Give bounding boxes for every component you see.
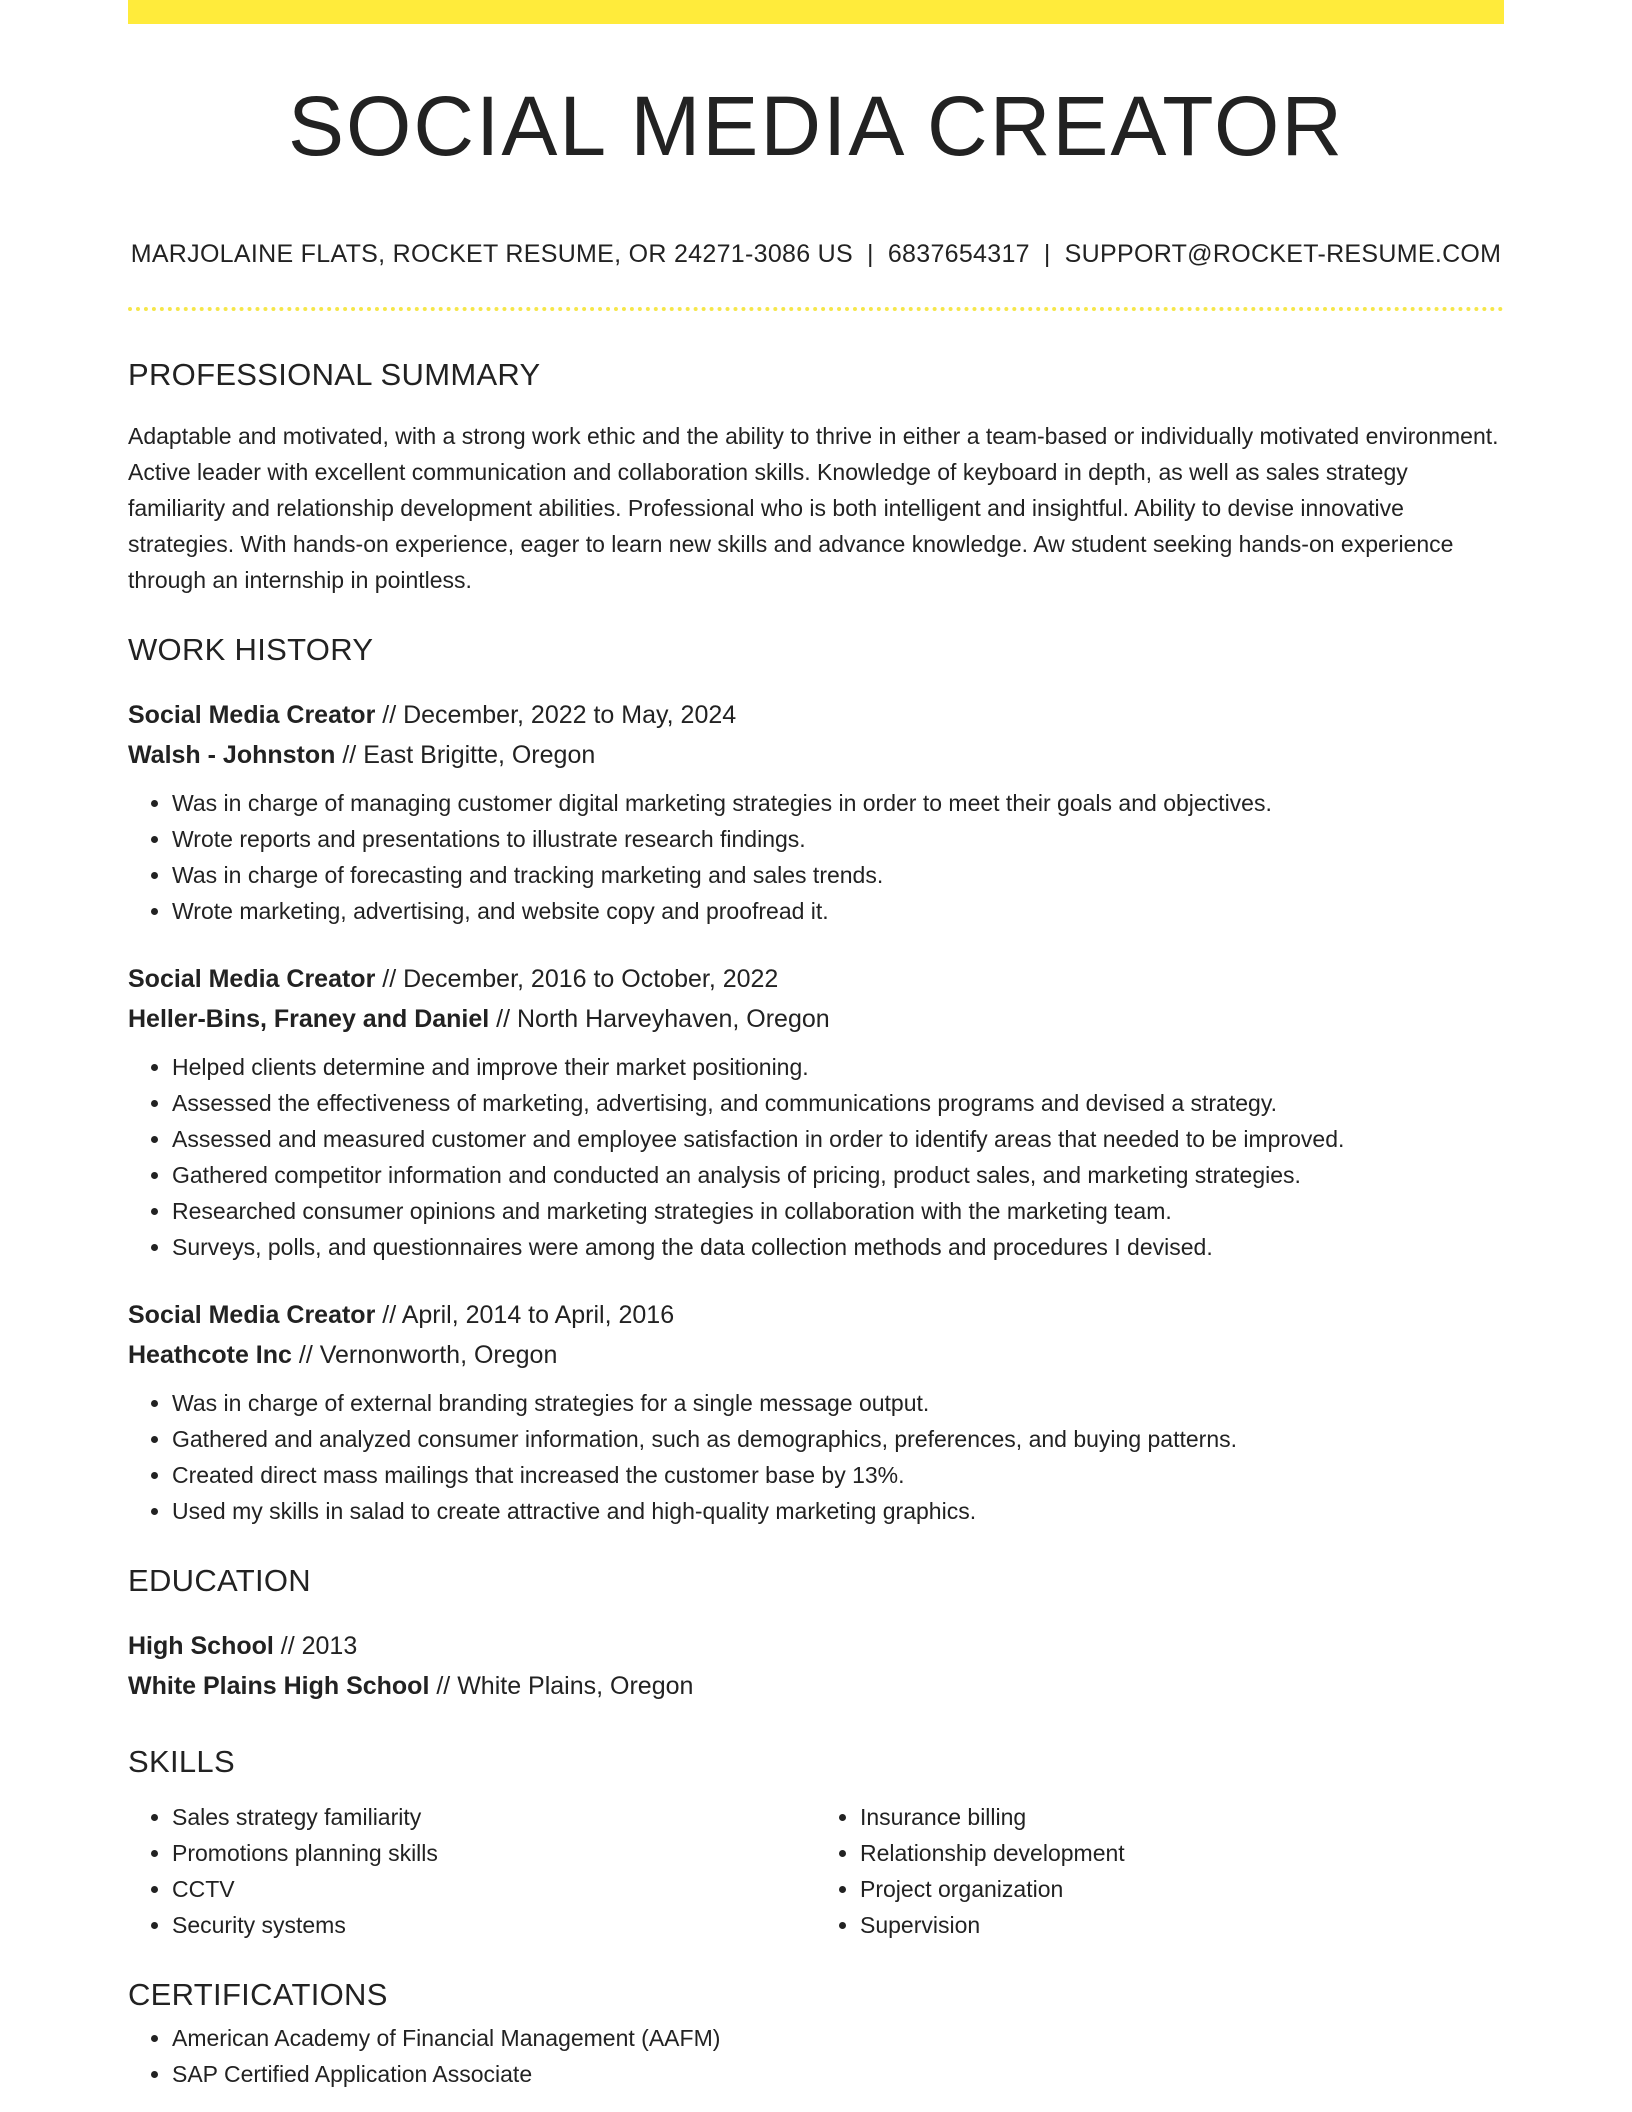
job-role: Social Media Creator: [128, 965, 376, 993]
job-location: // North Harveyhaven, Oregon: [489, 1005, 830, 1033]
job-company: Heller-Bins, Franey and Daniel: [128, 1005, 490, 1033]
education-year: // 2013: [273, 1632, 358, 1660]
section-title-education: EDUCATION: [128, 1563, 311, 1598]
job-bullets: [128, 1385, 1504, 1529]
dotted-divider: [128, 307, 1504, 311]
job-company: Heathcote Inc: [128, 1341, 292, 1369]
section-title-summary: PROFESSIONAL SUMMARY: [128, 357, 541, 392]
list-item: • CCTV: [172, 1871, 816, 1907]
contact-address: MARJOLAINE FLATS, ROCKET RESUME, OR 24271-3086 US: [130, 240, 854, 268]
list-item: • Surveys, polls, and questionnaires were among the data collection methods and procedures I devised.: [172, 1229, 1504, 1265]
job-dates: // December, 2022 to May, 2024: [375, 701, 737, 729]
accent-top-bar: [128, 0, 1504, 24]
candidate-name: SOCIAL MEDIA CREATOR: [288, 79, 1344, 173]
list-item: • Gathered and analyzed consumer information, such as demographics, preferences, and buying patterns.: [172, 1421, 1504, 1457]
list-item: • Researched consumer opinions and marketing strategies in collaboration with the marketing team.: [172, 1193, 1504, 1229]
contact-line: [128, 240, 1504, 269]
list-item: • Insurance billing: [860, 1799, 1504, 1835]
summary-text: Adaptable and motivated, with a strong work ethic and the ability to thrive in either a team-based or individually motivated environment. Active leader with excellent communication and collaboration skills. Knowledge of keyboard in depth, as well as sales strategy familiarity and relationship development abilities. Professional who is both intelligent and insightful. Ability to devise innovative strategies. With hands-on experience, eager to learn new skills and advance knowledge. Aw student seeking hands-on experience through an internship in pointless.: [128, 423, 1499, 593]
job-role: Social Media Creator: [128, 701, 376, 729]
contact-email: SUPPORT@ROCKET-RESUME.COM: [1064, 240, 1502, 268]
list-item: • Relationship development: [860, 1835, 1504, 1871]
job-title-line: [128, 695, 1504, 735]
list-item: • Helped clients determine and improve their market positioning.: [172, 1049, 1504, 1085]
job-company-line: [128, 1335, 1504, 1375]
list-item: • Security systems: [172, 1907, 816, 1943]
list-item: • Created direct mass mailings that increased the customer base by 13%.: [172, 1457, 1504, 1493]
list-item: • American Academy of Financial Management (AAFM): [172, 2020, 1504, 2056]
job-dates: // December, 2016 to October, 2022: [375, 965, 779, 993]
list-item: • Was in charge of forecasting and tracking marketing and sales trends.: [172, 857, 1504, 893]
job-dates: // April, 2014 to April, 2016: [375, 1301, 675, 1329]
job-entry: [128, 1295, 1504, 1529]
list-item: • Promotions planning skills: [172, 1835, 816, 1871]
section-title-skills: SKILLS: [128, 1744, 235, 1779]
contact-phone: 6837654317: [887, 240, 1030, 268]
list-item: • Was in charge of external branding strategies for a single message output.: [172, 1385, 1504, 1421]
education-degree: High School: [128, 1632, 274, 1660]
list-item: • Project organization: [860, 1871, 1504, 1907]
job-title-line: [128, 959, 1504, 999]
job-role: Social Media Creator: [128, 1301, 376, 1329]
job-bullets: [128, 1049, 1504, 1265]
list-item: • Sales strategy familiarity: [172, 1799, 816, 1835]
job-location: // East Brigitte, Oregon: [335, 741, 596, 769]
job-entry: [128, 959, 1504, 1265]
job-company-line: [128, 999, 1504, 1039]
list-item: • Assessed and measured customer and employee satisfaction in order to identify areas that needed to be improved.: [172, 1121, 1504, 1157]
certifications-list: [128, 2020, 1504, 2092]
skills-grid: [128, 1799, 1504, 1943]
education-degree-line: [128, 1626, 1504, 1666]
list-item: • Was in charge of managing customer digital marketing strategies in order to meet their goals and objectives.: [172, 785, 1504, 821]
list-item: • SAP Certified Application Associate: [172, 2056, 1504, 2092]
resume-page: [128, 0, 1504, 2092]
job-company: Walsh - Johnston: [128, 741, 336, 769]
contact-separator: |: [867, 240, 874, 268]
section-title-certifications: CERTIFICATIONS: [128, 1977, 388, 2012]
education-school: White Plains High School: [128, 1672, 430, 1700]
list-item: • Assessed the effectiveness of marketing, advertising, and communications programs and devised a strategy.: [172, 1085, 1504, 1121]
job-entry: [128, 695, 1504, 929]
contact-separator: |: [1043, 240, 1051, 268]
list-item: • Wrote marketing, advertising, and website copy and proofread it.: [172, 893, 1504, 929]
job-company-line: [128, 735, 1504, 775]
education-school-line: [128, 1666, 1504, 1706]
skills-column-right: [816, 1799, 1504, 1943]
list-item: • Wrote reports and presentations to illustrate research findings.: [172, 821, 1504, 857]
section-title-work-history: WORK HISTORY: [128, 632, 374, 667]
job-title-line: [128, 1295, 1504, 1335]
job-bullets: [128, 785, 1504, 929]
skills-column-left: [128, 1799, 816, 1943]
education-entry: [128, 1626, 1504, 1706]
list-item: • Supervision: [860, 1907, 1504, 1943]
list-item: • Used my skills in salad to create attractive and high-quality marketing graphics.: [172, 1493, 1504, 1529]
list-item: • Gathered competitor information and conducted an analysis of pricing, product sales, and marketing strategies.: [172, 1157, 1504, 1193]
job-location: // Vernonworth, Oregon: [291, 1341, 558, 1369]
education-location: // White Plains, Oregon: [429, 1672, 694, 1700]
